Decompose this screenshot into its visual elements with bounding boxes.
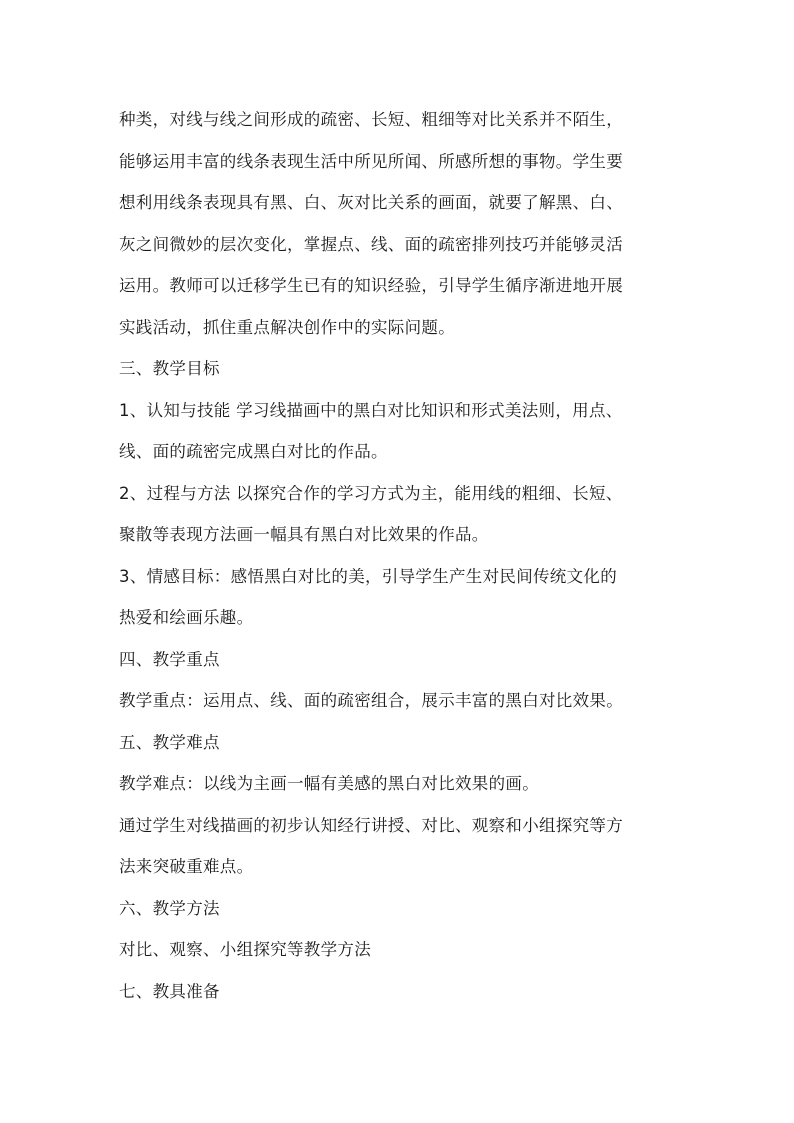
paragraph-line: 运用。教师可以迁移学生已有的知识经验，引导学生循序渐进地开展 [119, 276, 623, 295]
objective-line: 2、过程与方法 以探究合作的学习方式为主，能用线的粗细、长短、 [119, 483, 623, 503]
objective-line: 1、认知与技能 学习线描画中的黑白对比知识和形式美法则，用点、 [119, 400, 623, 420]
objective-line: 热爱和绘画乐趣。 [119, 608, 254, 627]
paragraph-line: 灰之间微妙的层次变化，掌握点、线、面的疏密排列技巧并能够灵活 [119, 234, 623, 254]
paragraph-line: 教学难点：以线为主画一幅有美感的黑白对比效果的画。 [119, 774, 539, 793]
section-heading: 四、教学重点 [119, 649, 220, 669]
section-heading: 五、教学难点 [119, 732, 220, 752]
paragraph-line: 想利用线条表现具有黑、白、灰对比关系的画面，就要了解黑、白、 [119, 193, 623, 212]
objective-line: 聚散等表现方法画一幅具有黑白对比效果的作品。 [119, 525, 489, 544]
paragraph-line: 对比、观察、小组探究等教学方法 [119, 940, 371, 959]
document-body [119, 99, 679, 1012]
paragraph-line: 通过学生对线描画的初步认知经行讲授、对比、观察和小组探究等方 [119, 815, 623, 835]
paragraph-line: 种类，对线与线之间形成的疏密、长短、粗细等对比关系并不陌生， [119, 110, 623, 129]
paragraph-line: 法来突破重难点。 [119, 857, 254, 876]
paragraph-line: 能够运用丰富的线条表现生活中所见所闻、所感所想的事物。学生要 [119, 151, 623, 171]
objective-line: 线、面的疏密完成黑白对比的作品。 [119, 442, 388, 461]
paragraph-line: 教学重点：运用点、线、面的疏密组合，展示丰富的黑白对比效果。 [119, 691, 623, 710]
section-heading: 六、教学方法 [119, 898, 220, 918]
paragraph-line: 实践活动，抓住重点解决创作中的实际问题。 [119, 317, 455, 337]
section-heading: 七、教具准备 [119, 981, 220, 1001]
section-heading: 三、教学目标 [119, 359, 220, 378]
objective-line: 3、情感目标：感悟黑白对比的美，引导学生产生对民间传统文化的 [119, 566, 617, 586]
